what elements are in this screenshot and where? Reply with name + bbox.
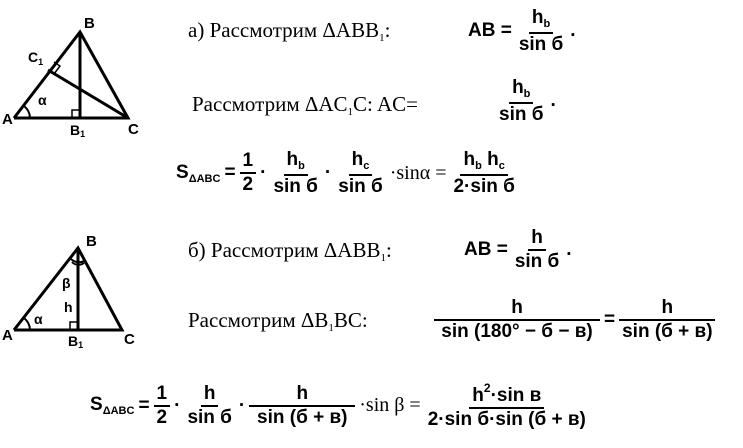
part-b-line2-rest: BC: — [333, 308, 368, 332]
ab-num-sub: b — [543, 18, 551, 30]
label-beta: β — [62, 275, 71, 291]
area-a-res-h1: h — [463, 149, 476, 170]
ab-fraction — [516, 8, 566, 54]
part-a-line1-sub: 1 — [379, 32, 385, 44]
area-a-lhs-sub: ΔABC — [188, 172, 221, 185]
ab-num: h — [531, 7, 544, 28]
part-a-line1-label: а) Рассмотрим ΔABB — [188, 18, 380, 42]
area-a-f2-den: sin б — [273, 175, 318, 197]
part-b-b1bc-formula — [432, 298, 718, 342]
area-a-dot-1: · — [260, 162, 267, 184]
part-a-line1-colon: : — [384, 18, 391, 42]
part-b-line1-sub: 1 — [380, 252, 386, 264]
area-a-lhs: S — [176, 161, 189, 183]
area-b-f3-den: sin (б + в) — [257, 406, 348, 428]
part-a-ac-formula — [494, 78, 558, 124]
area-a-f2-num-sub: b — [298, 160, 305, 172]
area-a-frac-hb — [270, 150, 320, 196]
b1bc-frac-2 — [619, 298, 715, 342]
area-a-f3-num-sub: c — [363, 160, 370, 172]
ab-end: . — [570, 20, 576, 42]
ab-b-den: sin б — [514, 250, 560, 272]
angle-arc-alpha-b — [24, 318, 30, 330]
ab-den: sin б — [518, 33, 564, 55]
label-b-fig-b: B — [86, 233, 97, 250]
area-b-f3-num: h — [249, 384, 355, 407]
b1bc-f2-num: h — [619, 298, 715, 321]
label-a: A — [2, 111, 13, 128]
area-a-frac-half — [240, 151, 257, 195]
area-a-eq: = — [224, 162, 236, 184]
area-b-frac-h-sinb — [184, 384, 234, 428]
triangle-figure-b — [0, 232, 160, 352]
area-a-f2-num: h — [286, 149, 299, 170]
part-a-line1-text — [188, 18, 390, 44]
b1bc-frac-1 — [434, 298, 600, 342]
ab-b-end: . — [566, 238, 572, 260]
area-b-res-rest: ·sin в — [490, 385, 542, 406]
b1bc-f1-den: sin (180° − б − в) — [441, 320, 593, 342]
part-a-line2-rest: C: AC= — [353, 92, 418, 116]
ac-end: . — [550, 90, 556, 112]
label-alpha: α — [38, 92, 47, 108]
area-b-res-sup: 2 — [483, 381, 491, 395]
part-b-line1-label: б) Рассмотрим ΔABB — [188, 238, 381, 262]
area-b-lhs-sub: ΔABC — [102, 405, 135, 418]
area-b-dot-1: · — [174, 394, 181, 416]
part-b-line1-colon: : — [385, 238, 392, 262]
part-b-line2-label: Рассмотрим ΔB — [188, 308, 329, 332]
area-b-res-h: h — [472, 385, 484, 406]
ab-b-lhs: AB = — [464, 238, 508, 260]
area-a-res-den: 2·sin б — [453, 175, 515, 197]
part-b-line1-text — [188, 238, 392, 264]
area-b-frac-h-sinsum — [249, 384, 355, 428]
label-c: C — [128, 121, 139, 138]
area-b-f1-den: 2 — [156, 406, 168, 428]
area-b-frac-half — [154, 384, 171, 428]
ac-num: h — [512, 77, 524, 98]
area-a-result — [450, 150, 517, 196]
triangle-a-outline — [14, 32, 128, 118]
ac-num-sub: b — [523, 88, 531, 100]
label-b: B — [84, 15, 95, 32]
area-a-f3-den: sin б — [338, 175, 383, 197]
label-a-fig-b: A — [2, 327, 13, 344]
area-b-lhs: S — [90, 394, 103, 416]
label-c-fig-b: C — [124, 331, 135, 348]
part-b-ab-formula — [462, 228, 574, 272]
part-a-area-formula — [174, 150, 520, 196]
label-b1-fig-b: B1 — [68, 333, 84, 350]
label-c1: $C_1$ — [28, 49, 44, 67]
area-a-f1-den: 2 — [242, 174, 254, 196]
label-alpha-fig-b: α — [34, 311, 43, 327]
area-a-dot-2: · — [324, 162, 332, 184]
area-a-f3-num: h — [351, 149, 364, 170]
triangle-figure-a — [0, 10, 180, 140]
part-a-line2-label: Рассмотрим ΔAC — [192, 92, 348, 116]
area-a-frac-hc — [335, 150, 385, 196]
b1bc-eq: = — [604, 308, 616, 330]
ac-fraction — [496, 78, 546, 124]
area-b-result — [425, 382, 589, 430]
area-b-f2-num: h — [201, 384, 219, 407]
area-a-res-h1-sub: b — [475, 160, 482, 172]
area-b-f1-num: 1 — [154, 384, 171, 407]
area-b-dot-2: · — [238, 394, 246, 416]
b1bc-f2-den: sin (б + в) — [622, 320, 713, 342]
part-a-line2-text — [192, 92, 418, 118]
part-b-area-formula — [88, 382, 591, 430]
area-a-f1-num: 1 — [240, 151, 257, 174]
ab-b-fraction — [512, 228, 562, 272]
area-b-eq: = — [138, 394, 150, 416]
part-a-line2-sub: 1 — [347, 106, 354, 118]
area-a-sin: ·sinα = — [389, 161, 447, 184]
ac-den: sin б — [499, 103, 544, 125]
area-b-res-den: 2·sin б·sin (б + в) — [427, 408, 586, 430]
ab-b-num: h — [528, 228, 546, 251]
part-b-line2-text — [188, 308, 368, 334]
area-b-sin: ·sin β = — [359, 394, 421, 417]
angle-arc-alpha-a — [24, 106, 30, 118]
label-b1: B1 — [70, 122, 86, 139]
part-a-ab-formula — [466, 8, 578, 54]
area-b-f2-den: sin б — [187, 406, 232, 428]
area-a-res-h2: h — [487, 149, 499, 170]
part-b-line2-sub: 1 — [328, 322, 334, 334]
label-h: h — [64, 299, 73, 315]
ab-lhs: AB = — [468, 20, 512, 42]
area-a-res-h2-sub: c — [498, 160, 505, 172]
b1bc-f1-num: h — [434, 298, 600, 321]
